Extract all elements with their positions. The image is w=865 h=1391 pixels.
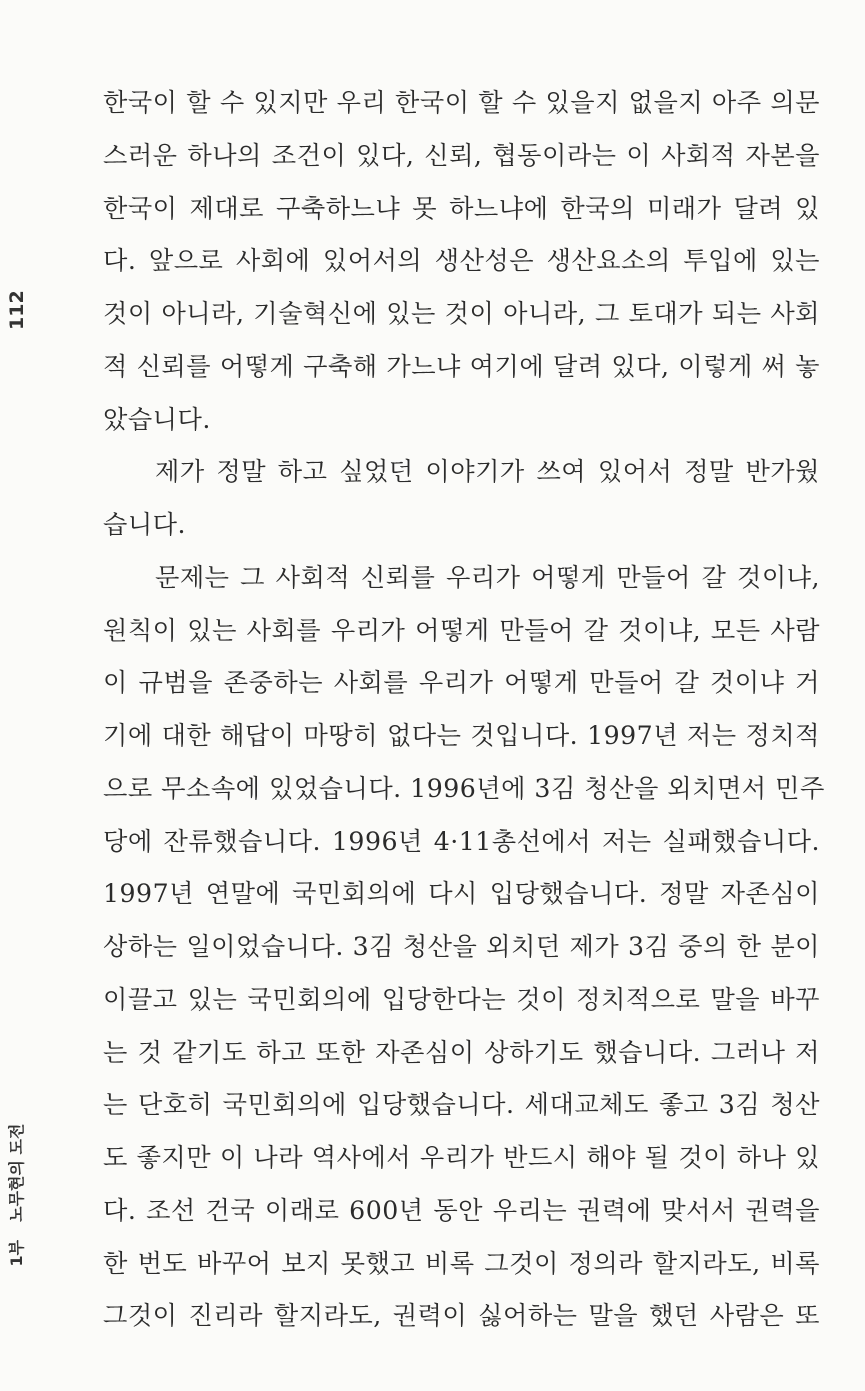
text-line: 한 번도 바꾸어 보지 못했고 비록 그것이 정의라 할지라도, 비록 [103,1248,820,1278]
text-line: 다. 조선 건국 이래로 600년 동안 우리는 권력에 맞서서 권력을 [103,1195,820,1225]
text-line: 적 신뢰를 어떻게 구축해 가느냐 여기에 달려 있다, 이렇게 써 놓 [103,351,820,381]
text-line: 다. 앞으로 사회에 있어서의 생산성은 생산요소의 투입에 있는 [103,246,820,276]
running-head [2,1120,32,1270]
text-line: 원칙이 있는 사회를 우리가 어떻게 만들어 갈 것이냐, 모든 사람 [103,615,820,645]
text-line: 한국이 제대로 구축하느냐 못 하느냐에 한국의 미래가 달려 있 [103,193,820,223]
text-line: 기에 대한 해답이 마땅히 없다는 것입니다. 1997년 저는 정치적 [103,721,820,750]
text-line: 것이 아니라, 기술혁신에 있는 것이 아니라, 그 토대가 되는 사회 [103,299,820,328]
text-line: 습니다. [103,510,186,539]
text-line: 이끌고 있는 국민회의에 입당한다는 것이 정치적으로 말을 바꾸 [103,984,820,1014]
text-line: 상하는 일이었습니다. 3김 청산을 외치던 제가 3김 중의 한 분이 [103,932,820,961]
text-line: 는 것 같기도 하고 또한 자존심이 상하기도 했습니다. 그러나 저 [103,1037,820,1067]
body-text [103,77,825,1343]
text-line: 그것이 진리라 할지라도, 권력이 싫어하는 말을 했던 사람은 또 [103,1301,820,1331]
running-head-part: 1부 [7,1239,26,1267]
running-head-title: 노무현의 도전 [7,1123,26,1222]
text-line: 문제는 그 사회적 신뢰를 우리가 어떻게 만들어 갈 것이냐, [155,562,820,592]
text-line: 도 좋지만 이 나라 역사에서 우리가 반드시 해야 될 것이 하나 있 [103,1143,820,1172]
page-number: 112 [6,290,28,330]
text-line: 는 단호히 국민회의에 입당했습니다. 세대교체도 좋고 3김 청산 [103,1090,820,1120]
text-line: 한국이 할 수 있지만 우리 한국이 할 수 있을지 없을지 아주 의문 [103,88,820,117]
text-line: 1997년 연말에 국민회의에 다시 입당했습니다. 정말 자존심이 [103,879,820,909]
text-line: 당에 잔류했습니다. 1996년 4·11총선에서 저는 실패했습니다. [103,826,820,856]
text-line: 이 규범을 존중하는 사회를 우리가 어떻게 만들어 갈 것이냐 거 [103,668,820,698]
text-line: 으로 무소속에 있었습니다. 1996년에 3김 청산을 외치면서 민주 [103,773,825,803]
text-line: 제가 정말 하고 싶었던 이야기가 쓰여 있어서 정말 반가웠 [155,457,820,487]
text-line: 았습니다. [103,404,211,434]
text-line: 스러운 하나의 조건이 있다, 신뢰, 협동이라는 이 사회적 자본을 [103,140,820,170]
